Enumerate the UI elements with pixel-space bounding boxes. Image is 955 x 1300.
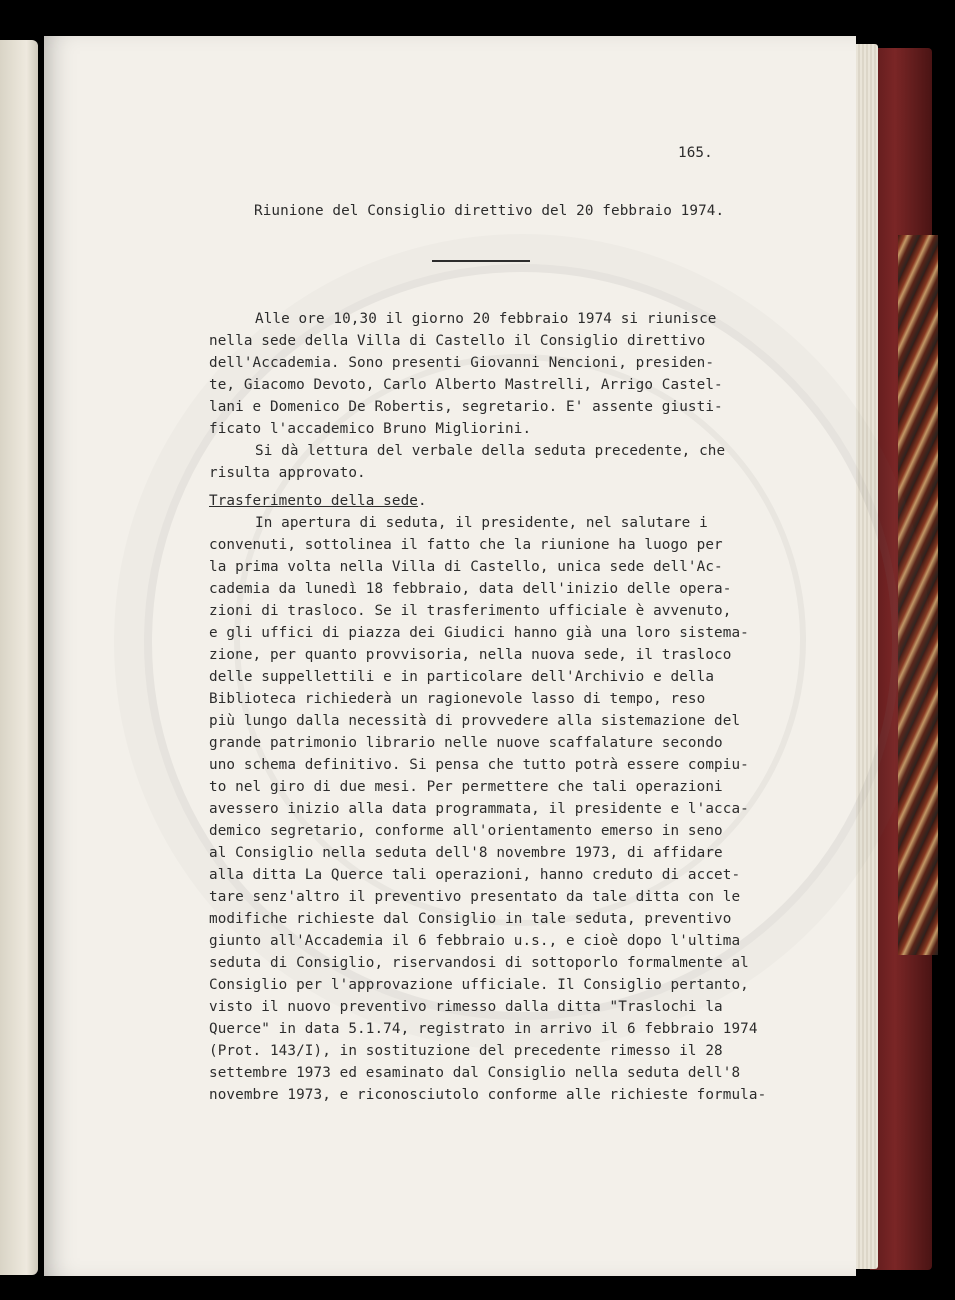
paragraph3-line: zione, per quanto provvisoria, nella nuova sede, il trasloco xyxy=(209,647,732,663)
paragraph1-line: lani e Domenico De Robertis, segretario. E' assente giusti- xyxy=(209,399,723,415)
paragraph3-line: Consiglio per l'approvazione ufficiale. Il Consiglio pertanto, xyxy=(209,977,749,993)
paragraph3-line: (Prot. 143/I), in sostituzione del precedente rimesso il 28 xyxy=(209,1043,723,1059)
paragraph3-line: al Consiglio nella seduta dell'8 novembre 1973, di affidare xyxy=(209,845,723,861)
paragraph3-line: e gli uffici di piazza dei Giudici hanno già una loro sistema- xyxy=(209,625,749,641)
document-title: Riunione del Consiglio direttivo del 20 febbraio 1974. xyxy=(254,203,725,219)
paragraph3-line: visto il nuovo preventivo rimesso dalla ditta "Traslochi la xyxy=(209,999,723,1015)
paragraph3-line: novembre 1973, e riconosciutolo conforme alle richieste formula- xyxy=(209,1087,767,1103)
paragraph3-line: tare senz'altro il preventivo presentato da tale ditta con le xyxy=(209,889,741,905)
paragraph3-line: alla ditta La Querce tali operazioni, hanno creduto di accet- xyxy=(209,867,741,883)
section-heading-period: . xyxy=(417,493,427,509)
marbled-endpaper xyxy=(898,235,938,955)
paragraph3-line: Biblioteca richiederà un ragionevole lasso di tempo, reso xyxy=(209,691,706,707)
paragraph3-line: più lungo dalla necessità di provvedere alla sistemazione del xyxy=(209,713,741,729)
paragraph3-line: grande patrimonio librario nelle nuove scaffalature secondo xyxy=(209,735,723,751)
paragraph1-line: te, Giacomo Devoto, Carlo Alberto Mastrelli, Arrigo Castel- xyxy=(209,377,723,393)
paragraph3-line: cademia da lunedì 18 febbraio, data dell'inizio delle opera- xyxy=(209,581,732,597)
paragraph1-line: Alle ore 10,30 il giorno 20 febbraio 1974 si riunisce xyxy=(255,311,717,327)
section-heading xyxy=(209,491,427,513)
paragraph3-line: la prima volta nella Villa di Castello, unica sede dell'Ac- xyxy=(209,559,723,575)
paragraph3-line: modifiche richieste dal Consiglio in tale seduta, preventivo xyxy=(209,911,732,927)
paragraph1-line: dell'Accademia. Sono presenti Giovanni Nencioni, presiden- xyxy=(209,355,715,371)
paragraph3-line: uno schema definitivo. Si pensa che tutto potrà essere compiu- xyxy=(209,757,749,773)
paragraph3-line: giunto all'Accademia il 6 febbraio u.s., e cioè dopo l'ultima xyxy=(209,933,741,949)
paragraph3-line: avessero inizio alla data programmata, il presidente e l'acca- xyxy=(209,801,749,817)
paragraph3-line: Querce" in data 5.1.74, registrato in arrivo il 6 febbraio 1974 xyxy=(209,1021,758,1037)
page-number: 165. xyxy=(678,145,713,161)
paragraph1-line: ficato l'accademico Bruno Migliorini. xyxy=(209,421,532,437)
paragraph3-line: demico segretario, conforme all'orientamento emerso in seno xyxy=(209,823,723,839)
paragraph3-line: delle suppellettili e in particolare dell'Archivio e della xyxy=(209,669,715,685)
paragraph3-line: convenuti, sottolinea il fatto che la riunione ha luogo per xyxy=(209,537,723,553)
paragraph3-line: In apertura di seduta, il presidente, nel salutare i xyxy=(255,515,708,531)
section-heading-text: Trasferimento della sede xyxy=(209,493,418,509)
paragraph2-line: Si dà lettura del verbale della seduta precedente, che xyxy=(255,443,726,459)
paragraph1-line: nella sede della Villa di Castello il Consiglio direttivo xyxy=(209,333,706,349)
left-page-edge xyxy=(0,40,38,1275)
paragraph3-line: settembre 1973 ed esaminato dal Consiglio nella seduta dell'8 xyxy=(209,1065,741,1081)
paragraph3-line: to nel giro di due mesi. Per permettere che tali operazioni xyxy=(209,779,723,795)
paragraph3-line: seduta di Consiglio, riservandosi di sottoporlo formalmente al xyxy=(209,955,749,971)
paragraph3-line: zioni di trasloco. Se il trasferimento ufficiale è avvenuto, xyxy=(209,603,732,619)
paragraph2-line: risulta approvato. xyxy=(209,465,366,481)
title-divider xyxy=(432,260,530,262)
